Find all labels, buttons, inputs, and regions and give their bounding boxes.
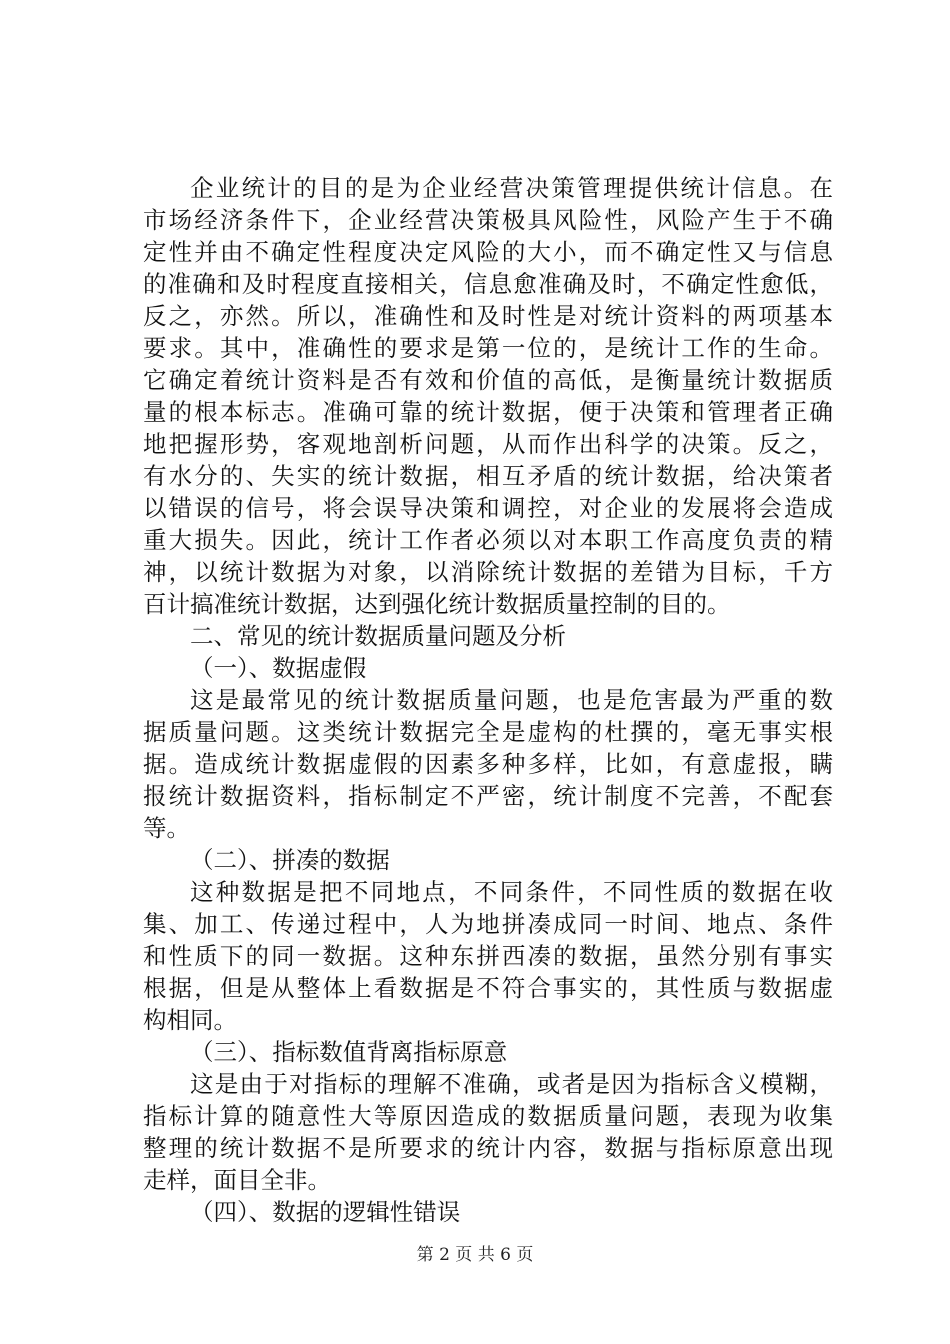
document-body <box>143 172 833 1228</box>
text-line: 构相同。 <box>143 1006 237 1034</box>
paragraph-data-falsification <box>143 684 833 844</box>
text-line: 反之，亦然。所以，准确性和及时性是对统计资料的两项基本 <box>143 302 833 330</box>
text-line: 等。 <box>143 814 190 842</box>
text-line: 定性并由不确定性程度决定风险的大小，而不确定性又与信息 <box>143 238 833 266</box>
page-number-footer: 第 2 页 共 6 页 <box>416 1245 534 1265</box>
text-line: 以错误的信号，将会误导决策和调控，对企业的发展将会造成 <box>143 494 833 522</box>
text-line: 重大损失。因此，统计工作者必须以对本职工作高度负责的精 <box>143 526 833 554</box>
text-line: 根据，但是从整体上看数据是不符合事实的，其性质与数据虚 <box>143 974 833 1002</box>
text-line: 地把握形势，客观地剖析问题，从而作出科学的决策。反之， <box>143 430 833 458</box>
paragraph-statistics-purpose <box>143 172 833 620</box>
subheading-pieced-data: （二）、拼凑的数据 <box>190 846 390 874</box>
text-line: 要求。其中，准确性的要求是第一位的，是统计工作的生命。 <box>143 334 833 362</box>
text-line: 这是最常见的统计数据质量问题，也是危害最为严重的数 <box>190 686 833 714</box>
text-line: 这是由于对指标的理解不准确，或者是因为指标含义模糊， <box>190 1070 833 1098</box>
text-line: 企业统计的目的是为企业经营决策管理提供统计信息。在 <box>190 174 833 202</box>
text-line: 报统计数据资料，指标制定不严密，统计制度不完善，不配套 <box>143 782 833 810</box>
section-heading: 二、常见的统计数据质量问题及分析 <box>190 622 566 650</box>
text-line: 据。造成统计数据虚假的因素多种多样，比如，有意虚报，瞒 <box>143 750 833 778</box>
text-line: 指标计算的随意性大等原因造成的数据质量问题，表现为收集 <box>143 1102 833 1130</box>
paragraph-pieced-data <box>143 876 833 1036</box>
subheading-indicator-deviation: （三）、指标数值背离指标原意 <box>190 1038 508 1066</box>
text-line: 市场经济条件下，企业经营决策极具风险性，风险产生于不确 <box>143 206 833 234</box>
text-line: 它确定着统计资料是否有效和价值的高低，是衡量统计数据质 <box>143 366 833 394</box>
text-line: 神，以统计数据为对象，以消除统计数据的差错为目标，千方 <box>143 558 833 586</box>
text-line: 有水分的、失实的统计数据，相互矛盾的统计数据，给决策者 <box>143 462 833 490</box>
text-line: 量的根本标志。准确可靠的统计数据，便于决策和管理者正确 <box>143 398 833 426</box>
text-line: 走样，面目全非。 <box>143 1166 331 1194</box>
text-line: 整理的统计数据不是所要求的统计内容，数据与指标原意出现 <box>143 1134 833 1162</box>
text-line: 集、加工、传递过程中，人为地拼凑成同一时间、地点、条件 <box>143 910 833 938</box>
text-line: 的准确和及时程度直接相关，信息愈准确及时，不确定性愈低， <box>143 270 833 298</box>
text-line: 和性质下的同一数据。这种东拼西凑的数据，虽然分别有事实 <box>143 942 833 970</box>
text-line: 据质量问题。这类统计数据完全是虚构的杜撰的，毫无事实根 <box>143 718 833 746</box>
text-line: 百计搞准统计数据，达到强化统计数据质量控制的目的。 <box>143 590 731 618</box>
paragraph-indicator-deviation <box>143 1068 833 1196</box>
subheading-data-falsification: （一）、数据虚假 <box>190 654 367 682</box>
text-line: 这种数据是把不同地点，不同条件，不同性质的数据在收 <box>190 878 833 906</box>
subheading-logic-errors: （四）、数据的逻辑性错误 <box>190 1198 461 1226</box>
